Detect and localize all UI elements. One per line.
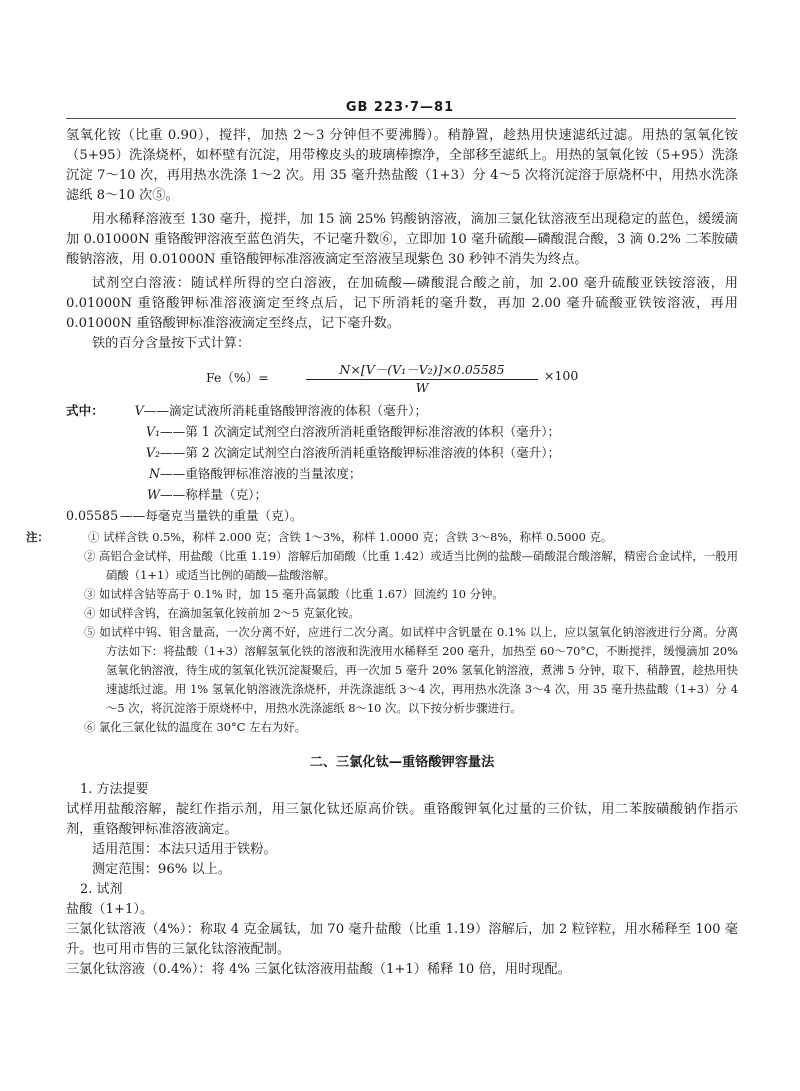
document-body (26, 126, 738, 980)
variable-symbol: W (147, 487, 160, 502)
range-line: 测定范围：96% 以上。 (92, 862, 232, 877)
variable-symbol: V₁ (145, 424, 160, 439)
formula-denominator: W (415, 380, 429, 395)
reagent-line: 三氯化钛溶液（0.4%）：将 4% 三氯化钛溶液用盐酸（1+1）稀释 10 倍，用时现配。 (66, 962, 571, 977)
intro-paragraph-3: 试剂空白溶液：随试样所得的空白溶液，在加硫酸—磷酸混合酸之前，加 2.00 毫升硫酸亚铁铵溶液，用 0.01000N 重铬酸钾标准溶液滴定至终点后，记下所消耗的毫升数，再加 2.00 毫升硫酸亚铁铵溶液，再用 0.01000N 重铬酸钾标准溶液滴定至终点，记下毫升数。 (66, 276, 738, 331)
note-item: ⑥ 氯化三氯化钛的温度在 30°C 左右为好。 (84, 720, 307, 734)
variable-symbol: 0.05585 (66, 508, 119, 523)
note-item (26, 528, 738, 547)
variable-row (66, 505, 738, 526)
intro-paragraph-4: 铁的百分含量按下式计算： (92, 336, 251, 351)
note-text: ① 试样含铁 0.5%，称样 2.000 克；含铁 1～3%，称样 1.0000 克；含铁 3～8%，称样 0.5000 克。 (88, 530, 613, 544)
variable-text: ——第 2 次滴定试剂空白溶液所消耗重铬酸钾标准溶液的体积（毫升）； (160, 445, 561, 460)
method-summary: 试样用盐酸溶解，靛红作指示剂，用三氯化钛还原高价铁。重铬酸钾氧化过量的三价钛，用二苯胺磺酸钠作指示剂，重铬酸钾标准溶液滴定。 (66, 802, 738, 837)
variable-symbol: V (134, 403, 144, 418)
variable-definitions (66, 400, 738, 526)
variable-text: ——称样量（克）； (160, 487, 268, 502)
note-item: ③ 如试样含钴等高于 0.1% 时，加 15 毫升高氯酸（比重 1.67）回流约 10 分钟。 (84, 587, 504, 601)
scope-line: 适用范围：本法只适用于铁粉。 (92, 842, 277, 857)
reagent-line: 盐酸（1+1）。 (66, 902, 154, 917)
subsection-heading: 1. 方法提要 (80, 782, 149, 797)
header-rule (66, 118, 736, 119)
reagent-line: 三氯化钛溶液（4%）：称取 4 克金属钛，加 70 毫升盐酸（比重 1.19）溶解后，加 2 粒锌粒，用水稀释至 100 毫升。也可用市售的三氯化钛溶液配制。 (66, 922, 738, 957)
variable-text: ——滴定试液所消耗重铬酸钾溶液的体积（毫升）； (143, 403, 428, 418)
formula-multiplier: ×100 (544, 368, 579, 383)
variable-row (66, 442, 738, 463)
variable-text: ——每毫克当量铁的重量（克）。 (120, 508, 303, 523)
formula-fraction (306, 360, 538, 395)
notes-label: 注： (26, 530, 49, 544)
variable-symbol: V₂ (145, 445, 160, 460)
formula-lhs: Fe（%）= (206, 370, 269, 385)
where-label: 式中： (66, 403, 104, 418)
variable-text: ——第 1 次滴定试剂空白溶液所消耗重铬酸钾标准溶液的体积（毫升）； (160, 424, 561, 439)
variable-row (66, 484, 738, 505)
iron-formula (66, 360, 738, 394)
variable-row (66, 463, 738, 484)
subsection-heading: 2. 试剂 (80, 882, 123, 897)
note-item: ⑤ 如试样中钨、钼含量高，一次分离不好，应进行二次分离。如试样中含钒量在 0.1% 以上，应以氢氧化钠溶液进行分离。分离方法如下：将盐酸（1+3）溶解氢氧化铁的溶液和洗液用水稀释至 200 毫升，加热至 60～70°C，不断搅拌，缓慢滴加 20% 氢氧化钠溶液，待生成的氢氧化铁沉淀凝聚后，再一次加 5 毫升 20% 氢氧化钠溶液，煮沸 5 分钟，取下，稍静置，趁热用快速滤纸过滤。用 1% 氢氧化钠溶液洗涤烧杯，并洗涤滤纸 3～4 次，再用热水洗涤 3～4 次，用 35 毫升热盐酸（1+3）分 4～5 次，将沉淀溶于原烧杯中，用热水洗涤滤纸 8～10 次。以下按分析步骤进行。 (84, 625, 738, 715)
formula-numerator: N×[V－(V₁－V₂)]×0.05585 (306, 360, 538, 380)
variable-row (66, 400, 738, 421)
note-item: ② 高铝合金试样，用盐酸（比重 1.19）溶解后加硝酸（比重 1.42）或适当比例的盐酸—硝酸混合酸溶解，精密合金试样，一般用硝酸（1+1）或适当比例的硝酸—盐酸溶解。 (84, 549, 738, 582)
variable-text: ——重铬酸钾标准溶液的当量浓度； (160, 466, 362, 481)
note-item: ④ 如试样含钨，在滴加氢氧化铵前加 2～5 克氯化铵。 (84, 606, 360, 620)
notes-block (26, 528, 738, 737)
intro-paragraph-2: 用水稀释溶液至 130 毫升，搅拌，加 15 滴 25% 钨酸钠溶液，滴加三氯化钛溶液至出现稳定的蓝色，缓缓滴加 0.01000N 重铬酸钾溶液至蓝色消失，不记毫升数⑥，立即加 10 毫升硫酸—磷酸混合酸，3 滴 0.2% 二苯胺磺酸钠溶液，用 0.01000N 重铬酸钾标准溶液滴定至溶液呈现紫色 30 秒钟不消失为终点。 (66, 212, 738, 267)
section-title: 二、三氯化钛—重铬酸钾容量法 (309, 755, 495, 770)
variable-row (66, 421, 738, 442)
variable-symbol: N (148, 466, 160, 481)
intro-paragraph-1: 氢氧化铵（比重 0.90），搅拌，加热 2～3 分钟但不要沸腾）。稍静置，趁热用快速滤纸过滤。用热的氢氧化铵（5+95）洗涤烧杯，如杯壁有沉淀，用带橡皮头的玻璃棒擦净，全部移至滤纸上。用热的氢氧化铵（5+95）洗涤沉淀 7～10 次，再用热水洗涤 1～2 次。用 35 毫升热盐酸（1+3）分 4～5 次将沉淀溶于原烧杯中，用热水洗涤滤纸 8～10 次⑤。 (66, 128, 738, 203)
standard-code-header: GB 223·7—81 (345, 100, 455, 115)
